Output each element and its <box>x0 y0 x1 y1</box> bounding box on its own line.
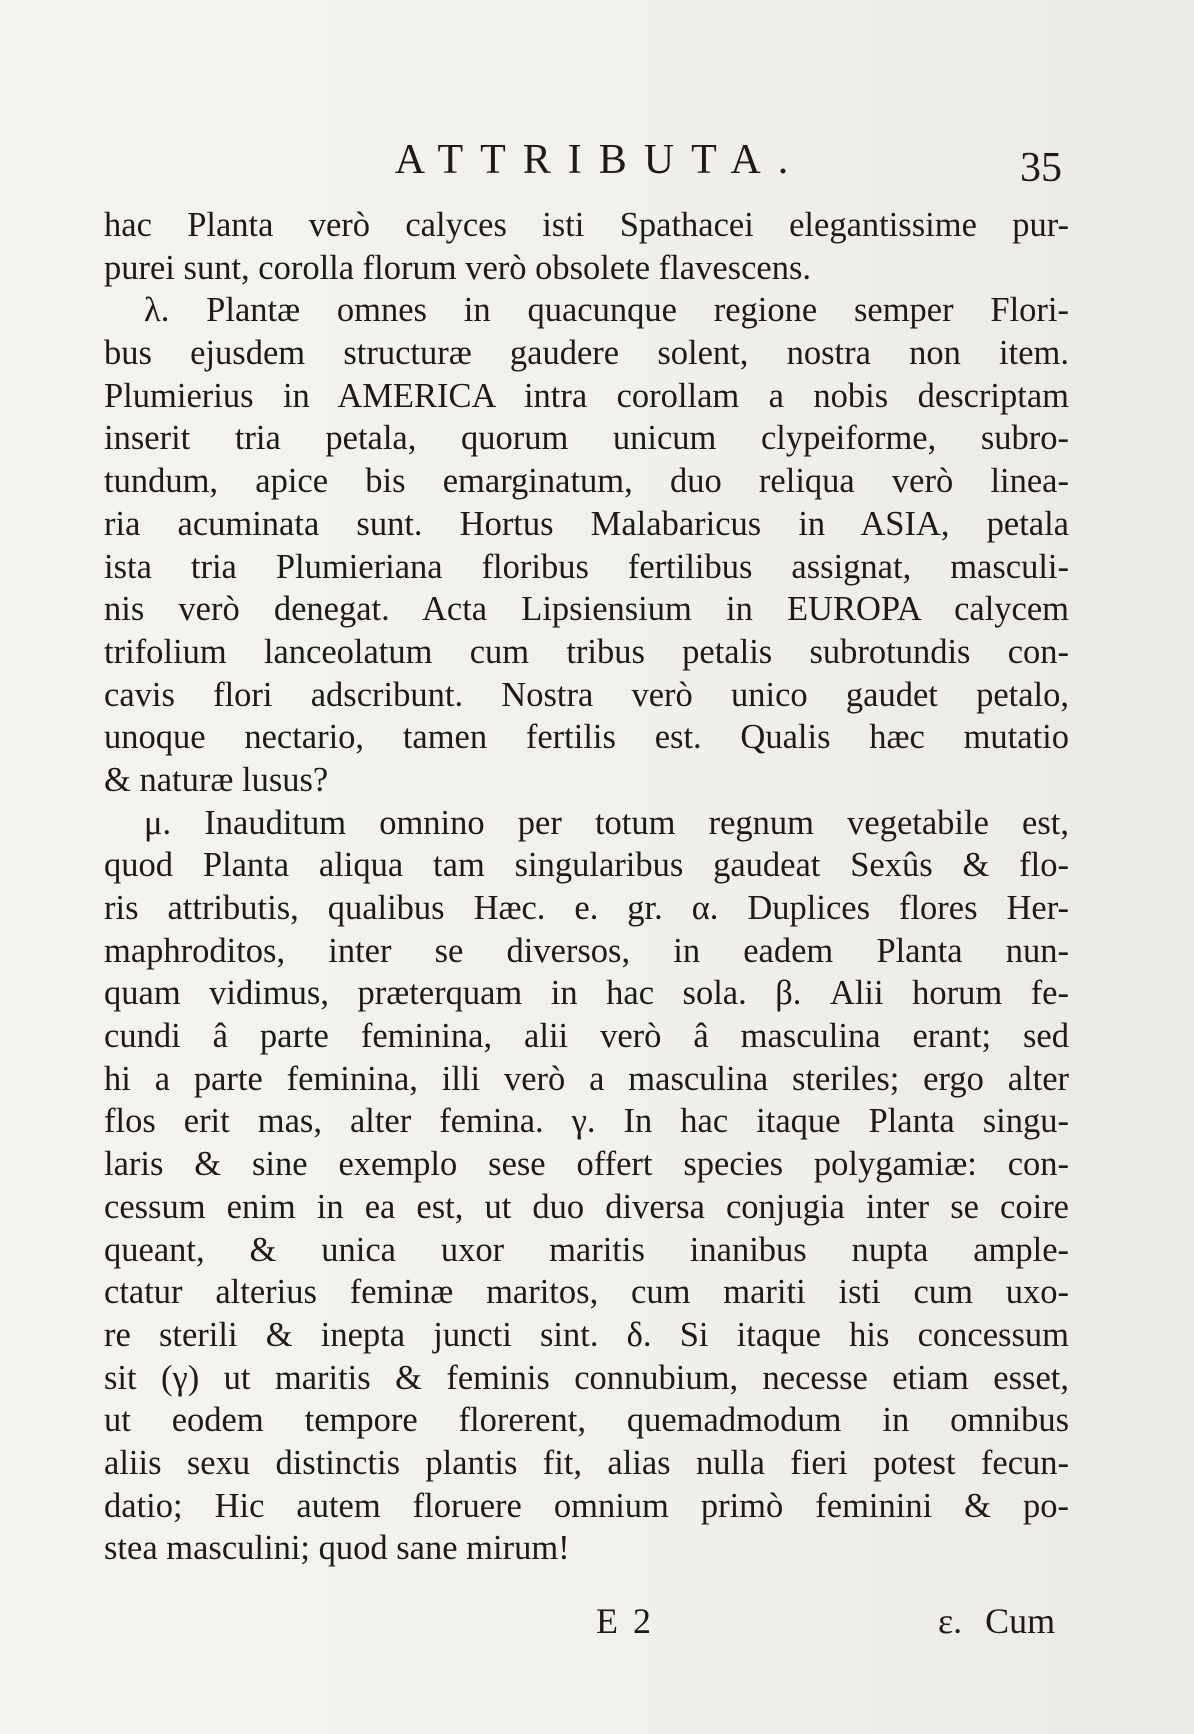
text-line: bus ejusdem structuræ gaudere solent, nostra non item. <box>104 334 1069 373</box>
text-line: ista tria Plumieriana floribus fertilibus assignat, masculi- <box>104 547 1069 586</box>
catchword: ε. Cum <box>938 1601 1056 1641</box>
text-line: tundum, apice bis emarginatum, duo reliqua verò linea- <box>104 462 1069 501</box>
text-line: ctatur alterius feminæ maritos, cum mariti isti cum uxo- <box>104 1273 1069 1312</box>
page-number: 35 <box>1020 145 1062 191</box>
text-line: unoque nectario, tamen fertilis est. Qualis hæc mutatio <box>104 718 1069 757</box>
text-line: re sterili & inepta juncti sint. δ. Si itaque his concessum <box>104 1315 1069 1354</box>
text-line: laris & sine exemplo sese offert species polygamiæ: con- <box>104 1145 1069 1184</box>
text-line: nis verò denegat. Acta Lipsiensium in EUROPA calycem <box>104 590 1069 629</box>
text-line: inserit tria petala, quorum unicum clypeiforme, subro- <box>104 419 1069 458</box>
text-line: ut eodem tempore florerent, quemadmodum in omnibus <box>104 1401 1069 1440</box>
text-line: hac Planta verò calyces isti Spathacei elegantissime pur- <box>104 206 1069 244</box>
text-line: hi a parte feminina, illi verò a masculina steriles; ergo alter <box>104 1059 1069 1098</box>
text-line: purei sunt, corolla florum verò obsolete flavescens. <box>104 248 812 287</box>
text-line: sit (γ) ut maritis & feminis connubium, necesse etiam esset, <box>104 1358 1069 1397</box>
text-line: datio; Hic autem floruere omnium primò feminini & po- <box>104 1486 1069 1525</box>
text-line: stea masculini; quod sane mirum! <box>104 1529 570 1568</box>
text-line: cundi â parte feminina, alii verò â masculina erant; sed <box>104 1017 1069 1056</box>
text-line: & naturæ lusus? <box>104 760 329 799</box>
text-block <box>104 204 1069 1570</box>
text-line: ris attributis, qualibus Hæc. e. gr. α. Duplices flores Her- <box>104 889 1069 927</box>
text-line: cavis flori adscribunt. Nostra verò unico gaudet petalo, <box>104 675 1069 714</box>
text-line: queant, & unica uxor maritis inanibus nupta ample- <box>104 1230 1069 1269</box>
running-title: ATTRIBUTA. <box>394 137 806 183</box>
text-line: ria acuminata sunt. Hortus Malabaricus in ASIA, petala <box>104 504 1069 543</box>
paragraph-start-line: μ. Inauditum omnino per totum regnum vegetabile est, <box>144 803 1069 842</box>
text-line: cessum enim in ea est, ut duo diversa conjugia inter se coire <box>104 1187 1069 1226</box>
text-line: quod Planta aliqua tam singularibus gaudeat Sexûs & flo- <box>104 846 1069 885</box>
running-head <box>0 132 1194 192</box>
text-line: flos erit mas, alter femina. γ. In hac itaque Planta singu- <box>104 1102 1069 1141</box>
text-line: maphroditos, inter se diversos, in eadem Planta nun- <box>104 931 1069 970</box>
text-line: aliis sexu distinctis plantis fit, alias nulla fieri potest fecun- <box>104 1443 1069 1482</box>
signature-mark: E 2 <box>596 1601 651 1641</box>
text-line: quam vidimus, præterquam in hac sola. β. Alii horum fe- <box>104 974 1069 1013</box>
text-line: Plumierius in AMERICA intra corollam a nobis descriptam <box>104 376 1069 415</box>
paragraph-start-line: λ. Plantæ omnes in quacunque regione semper Flori- <box>144 291 1069 330</box>
text-line: trifolium lanceolatum cum tribus petalis subrotundis con- <box>104 632 1069 671</box>
page-footer <box>0 1600 1194 1650</box>
